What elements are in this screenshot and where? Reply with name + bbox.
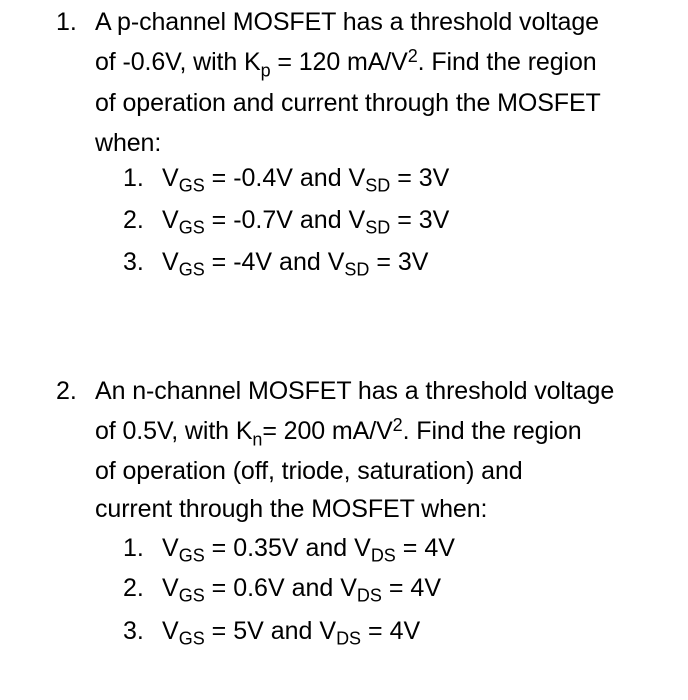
text-segment: . Find the region	[402, 417, 582, 445]
problem-text-line	[95, 129, 161, 158]
problem-text-line	[95, 377, 614, 406]
problem-text-line	[95, 45, 597, 81]
text-segment: = -0.4V and V	[204, 164, 366, 192]
problem-text-line	[95, 495, 487, 524]
problem-text-line	[95, 8, 599, 37]
subscript: DS	[370, 545, 396, 566]
text-segment: = -4V and V	[204, 248, 345, 276]
text-segment: of -0.6V, with K	[95, 48, 261, 76]
list-item	[162, 206, 450, 238]
text-segment: A p-channel MOSFET has a threshold voltage	[95, 8, 599, 36]
list-item-number: 1.	[123, 534, 144, 562]
text-segment: = 3V	[369, 248, 429, 276]
text-segment: of operation and current through the MOSFET	[95, 89, 601, 117]
problem-text-line	[95, 457, 523, 486]
subscript: p	[260, 60, 271, 81]
subscript: SD	[344, 259, 370, 280]
list-item	[162, 164, 450, 196]
superscript: 2	[392, 414, 403, 435]
superscript: 2	[407, 45, 418, 66]
list-item-number: 1.	[123, 164, 144, 192]
text-segment: when:	[95, 129, 162, 157]
list-item	[162, 248, 429, 280]
text-segment: = 0.35V and V	[204, 534, 371, 562]
problem-number: 1.	[56, 8, 77, 36]
text-segment: V	[162, 617, 179, 645]
subscript: GS	[178, 585, 205, 606]
text-segment: V	[162, 164, 179, 192]
text-segment: = 4V	[381, 574, 441, 602]
subscript: n	[252, 429, 263, 450]
list-item	[162, 574, 441, 606]
list-item	[162, 534, 455, 566]
text-segment: An n-channel MOSFET has a threshold voltage	[95, 377, 615, 405]
problem-number: 2.	[56, 377, 77, 405]
subscript: GS	[178, 175, 205, 196]
subscript: GS	[178, 628, 205, 649]
text-segment: = 0.6V and V	[204, 574, 357, 602]
text-segment: V	[162, 534, 179, 562]
subscript: DS	[356, 585, 382, 606]
text-segment: = 200 mA/V	[262, 417, 393, 445]
text-segment: = 3V	[390, 164, 450, 192]
text-segment: . Find the region	[417, 48, 597, 76]
list-item-number: 3.	[123, 248, 144, 276]
text-segment: V	[162, 206, 179, 234]
list-item-number: 2.	[123, 206, 144, 234]
problem-text-line	[95, 414, 582, 450]
subscript: GS	[178, 545, 205, 566]
text-segment: of 0.5V, with K	[95, 417, 253, 445]
list-item-number: 2.	[123, 574, 144, 602]
list-item	[162, 617, 421, 649]
text-segment: = -0.7V and V	[204, 206, 366, 234]
subscript: GS	[178, 259, 205, 280]
subscript: SD	[365, 217, 391, 238]
subscript: DS	[336, 628, 362, 649]
text-segment: of operation (off, triode, saturation) and	[95, 457, 523, 485]
subscript: GS	[178, 217, 205, 238]
text-segment: = 3V	[390, 206, 450, 234]
text-segment: V	[162, 574, 179, 602]
text-segment: = 120 mA/V	[270, 48, 408, 76]
text-segment: V	[162, 248, 179, 276]
text-segment: = 4V	[361, 617, 421, 645]
list-item-number: 3.	[123, 617, 144, 645]
text-segment: = 5V and V	[204, 617, 337, 645]
text-segment: = 4V	[395, 534, 455, 562]
text-segment: current through the MOSFET when:	[95, 495, 488, 523]
subscript: SD	[365, 175, 391, 196]
problem-text-line	[95, 89, 601, 118]
